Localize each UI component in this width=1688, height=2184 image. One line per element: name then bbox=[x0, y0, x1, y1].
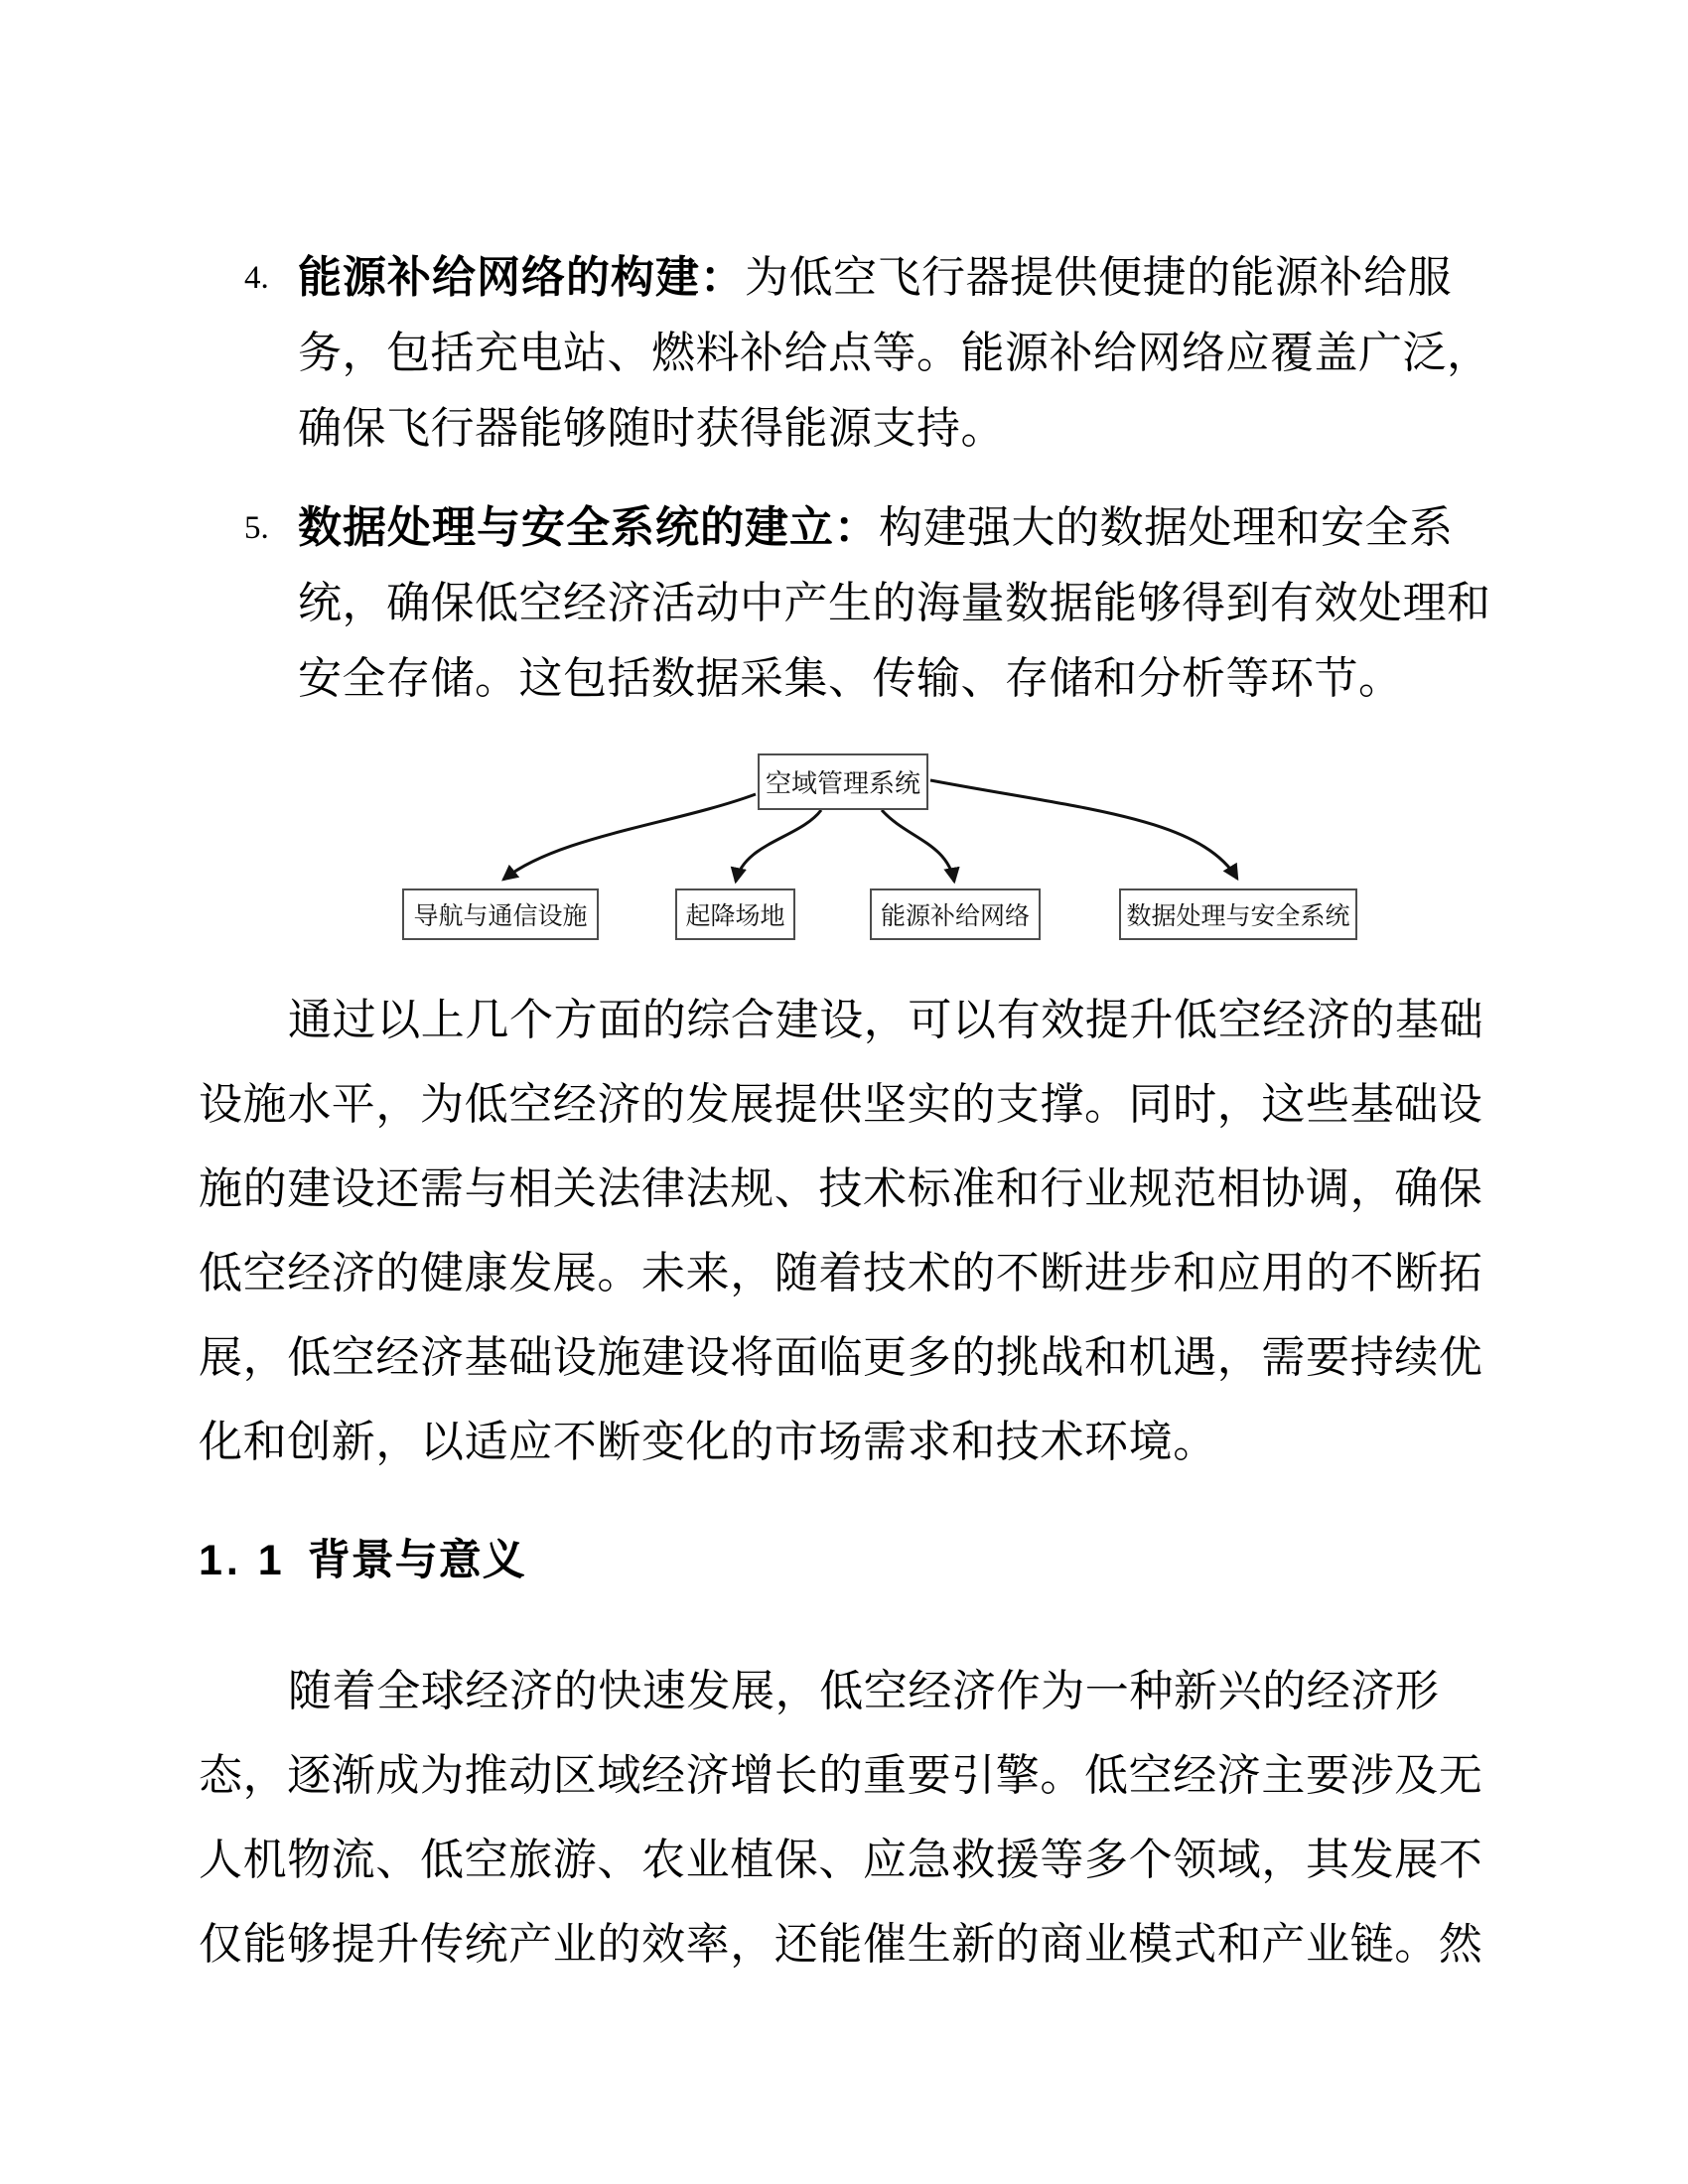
arrow-root-to-child-2 bbox=[882, 810, 954, 882]
diagram-root-node: 空域管理系统 bbox=[758, 753, 928, 810]
list-item-number: 4. bbox=[244, 260, 269, 296]
diagram-child-node-0: 导航与通信设施 bbox=[402, 888, 599, 940]
hierarchy-diagram bbox=[298, 740, 1440, 973]
list-item-heading: 能源补给网络的构建： bbox=[298, 253, 745, 302]
section-heading-number: 1. 1 bbox=[199, 1537, 286, 1584]
list-item-4 bbox=[244, 240, 1491, 467]
diagram-child-node-3: 数据处理与安全系统 bbox=[1119, 888, 1357, 940]
list-item-heading: 数据处理与安全系统的建立： bbox=[298, 503, 879, 552]
paragraph-line: 展，低空经济基础设施建设将面临更多的挑战和机遇，需要持续优 bbox=[199, 1333, 1483, 1382]
paragraph-line: 设施水平，为低空经济的发展提供坚实的支撑。同时，这些基础设 bbox=[199, 1080, 1483, 1129]
list-line bbox=[298, 240, 1470, 316]
list-line-text: 构建强大的数据处理和安全系 bbox=[879, 503, 1454, 552]
arrow-root-to-child-0 bbox=[503, 794, 756, 880]
list-line: 务，包括充电站、燃料补给点等。能源补给网络应覆盖广泛， bbox=[298, 329, 1491, 377]
list-line bbox=[298, 490, 1470, 566]
diagram-child-node-1: 起降场地 bbox=[675, 888, 795, 940]
paragraph-line: 通过以上几个方面的综合建设，可以有效提升低空经济的基础 bbox=[288, 996, 1484, 1044]
paragraph-line: 施的建设还需与相关法律法规、技术标准和行业规范相协调，确保 bbox=[199, 1164, 1483, 1213]
section-heading-title: 背景与意义 bbox=[307, 1537, 526, 1584]
list-line-text: 为低空飞行器提供便捷的能源补给服 bbox=[745, 253, 1452, 302]
list-item-number: 5. bbox=[244, 510, 269, 546]
paragraph-line: 低空经济的健康发展。未来，随着技术的不断进步和应用的不断拓 bbox=[199, 1249, 1483, 1297]
paragraph-line: 化和创新，以适应不断变化的市场需求和技术环境。 bbox=[199, 1418, 1217, 1466]
paragraph-1 bbox=[199, 978, 1509, 1484]
paragraph-2 bbox=[199, 1649, 1509, 1986]
arrow-root-to-child-1 bbox=[736, 810, 821, 882]
diagram-child-node-2: 能源补给网络 bbox=[870, 888, 1041, 940]
list-line: 统，确保低空经济活动中产生的海量数据能够得到有效处理和 bbox=[298, 579, 1491, 627]
list-line: 安全存储。这包括数据采集、传输、存储和分析等环节。 bbox=[298, 654, 1403, 703]
paragraph-line: 仅能够提升传统产业的效率，还能催生新的商业模式和产业链。然 bbox=[199, 1920, 1483, 1969]
paragraph-line: 随着全球经济的快速发展，低空经济作为一种新兴的经济形 bbox=[288, 1667, 1440, 1715]
section-heading bbox=[199, 1531, 526, 1590]
arrow-root-to-child-3 bbox=[930, 780, 1237, 879]
paragraph-line: 态，逐渐成为推动区域经济增长的重要引擎。低空经济主要涉及无 bbox=[199, 1751, 1483, 1800]
list-item-5 bbox=[244, 490, 1491, 717]
paragraph-line: 人机物流、低空旅游、农业植保、应急救援等多个领域，其发展不 bbox=[199, 1836, 1483, 1884]
list-line: 确保飞行器能够随时获得能源支持。 bbox=[298, 404, 1005, 453]
